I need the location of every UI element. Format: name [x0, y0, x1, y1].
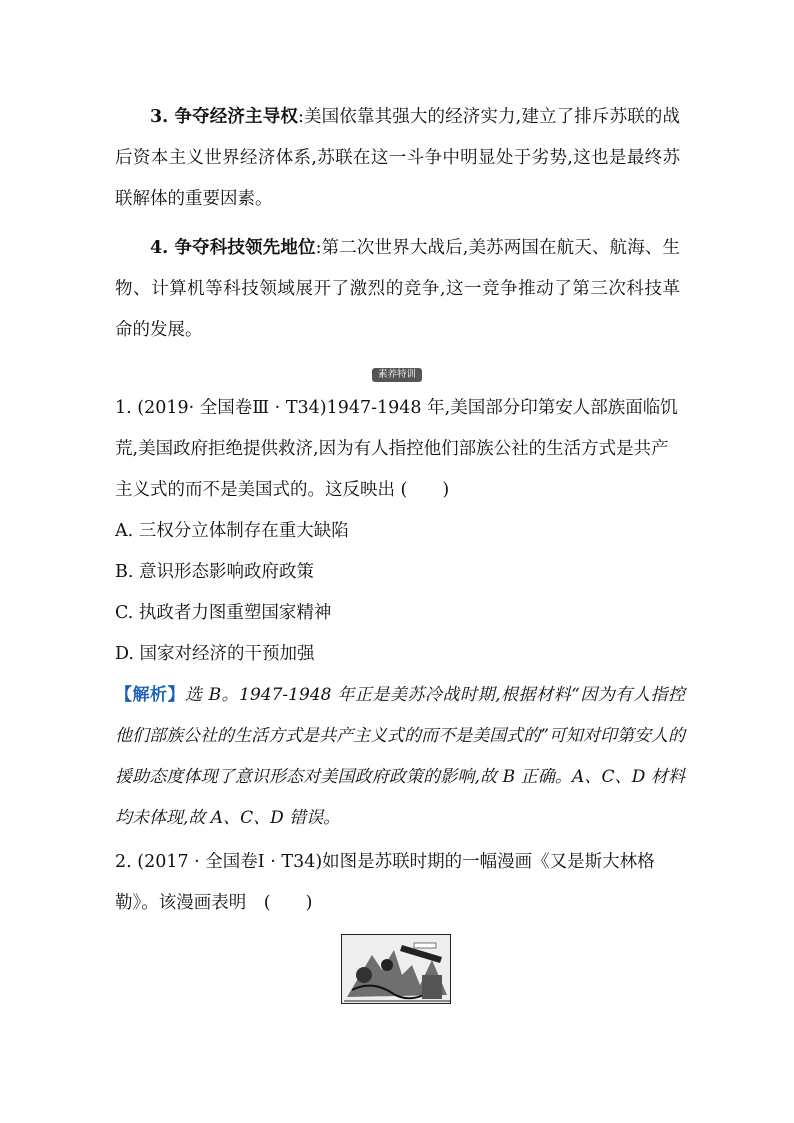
- paragraph-heading: 4. 争夺科技领先地位: [150, 238, 316, 258]
- analysis-tag: 【解析】: [115, 685, 186, 705]
- paragraph-economic-dominance: [115, 97, 680, 220]
- option-b: B. 意识形态影响政府政策: [115, 562, 314, 582]
- option-a: A. 三权分立体制存在重大缺陷: [115, 521, 349, 541]
- paragraph-text: :美国依靠其强大的经济实力,建立了排斥苏联的战后资本主义世界经济体系,苏联在这一斗争中明显处于劣势,这也是最终苏联解体的重要因素。: [115, 107, 680, 209]
- paragraph-heading: 3. 争夺经济主导权: [150, 107, 298, 127]
- option-c: C. 执政者力图重塑国家精神: [115, 603, 332, 623]
- option-d: D. 国家对经济的干预加强: [115, 644, 315, 664]
- paragraph-text: :第二次世界大战后,美苏两国在航天、航海、生物、计算机等科技领域展开了激烈的竞争,这一竞争推动了第三次科技革命的发展。: [115, 238, 680, 340]
- question-2-stem: 2. (2017 · 全国卷Ⅰ · T34)如图是苏联时期的一幅漫画《又是斯大林格勒》。该漫画表明 ( ): [115, 852, 655, 913]
- question-1-analysis: [115, 675, 685, 839]
- section-badge-row: [0, 362, 794, 382]
- question-1-stem: 1. (2019· 全国卷Ⅲ · T34)1947-1948 年,美国部分印第安人部族面临饥荒,美国政府拒绝提供救济,因为有人指控他们部族公社的生活方式是共产主义式的而不是美国式的。这反映出 ( ): [115, 398, 678, 500]
- cartoon-illustration: [342, 935, 451, 1004]
- section-badge: 素养特训: [372, 368, 422, 382]
- cartoon-image: [341, 934, 451, 1004]
- paragraph-tech-leadership: [115, 228, 680, 351]
- question-1-options: [115, 511, 685, 675]
- analysis-text: 选 B。1947-1948 年正是美苏冷战时期,根据材料“因为有人指控他们部族公社的生活方式是共产主义式的而不是美国式的”可知对印第安人的援助态度体现了意识形态对美国政府政策的影响,故 B 正确。A、C、D 材料均未体现,故 A、C、D 错误。: [115, 685, 686, 828]
